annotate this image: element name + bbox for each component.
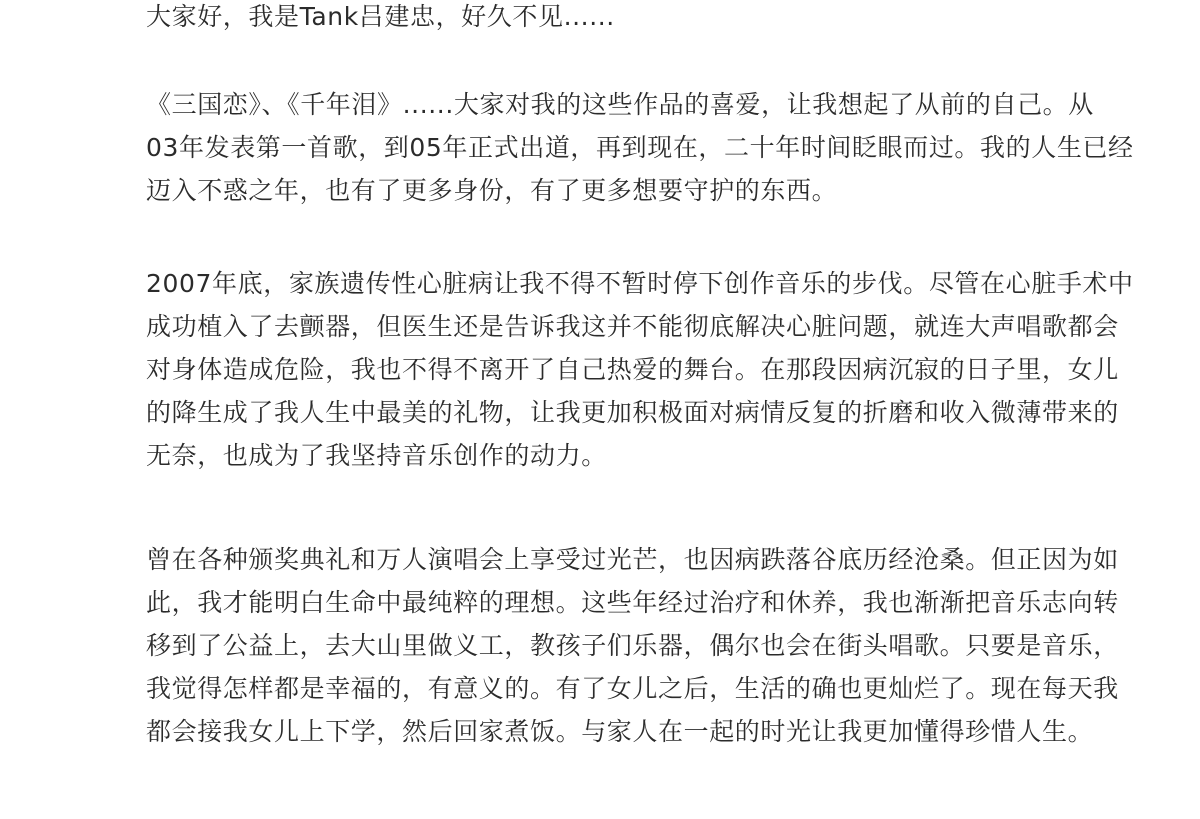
text-line: 成功植入了去颤器，但医生还是告诉我这并不能彻底解决心脏问题，就连大声唱歌都会: [146, 312, 1119, 341]
paragraph-life: [146, 538, 1176, 753]
text-line: 此，我才能明白生命中最纯粹的理想。这些年经过治疗和休养，我也渐渐把音乐志向转: [146, 588, 1119, 617]
text-line: 移到了公益上，去大山里做义工，教孩子们乐器，偶尔也会在街头唱歌。只要是音乐，: [146, 631, 1119, 660]
text-line: 03年发表第一首歌，到05年正式出道，再到现在，二十年时间眨眼而过。我的人生已经: [146, 133, 1134, 162]
paragraph-works: [146, 83, 1176, 212]
text-line: 我觉得怎样都是幸福的，有意义的。有了女儿之后，生活的确也更灿烂了。现在每天我: [146, 674, 1119, 703]
text-line: 的降生成了我人生中最美的礼物，让我更加积极面对病情反复的折磨和收入微薄带来的: [146, 398, 1119, 427]
paragraph-greeting: [146, 0, 1176, 38]
text-line: 无奈，也成为了我坚持音乐创作的动力。: [146, 441, 607, 470]
text-line: 迈入不惑之年，也有了更多身份，有了更多想要守护的东西。: [146, 176, 838, 205]
text-line: 大家好，我是Tank吕建忠，好久不见......: [146, 2, 615, 31]
text-line: 《三国恋》、《千年泪》......大家对我的这些作品的喜爱，让我想起了从前的自己。从: [146, 90, 1094, 119]
text-line: 都会接我女儿上下学，然后回家煮饭。与家人在一起的时光让我更加懂得珍惜人生。: [146, 717, 1094, 746]
text-line: 对身体造成危险，我也不得不离开了自己热爱的舞台。在那段因病沉寂的日子里，女儿: [146, 355, 1119, 384]
paragraph-illness: [146, 262, 1176, 477]
text-line: 曾在各种颁奖典礼和万人演唱会上享受过光芒，也因病跌落谷底历经沧桑。但正因为如: [146, 545, 1119, 574]
text-line: 2007年底，家族遗传性心脏病让我不得不暂时停下创作音乐的步伐。尽管在心脏手术中: [146, 269, 1134, 298]
